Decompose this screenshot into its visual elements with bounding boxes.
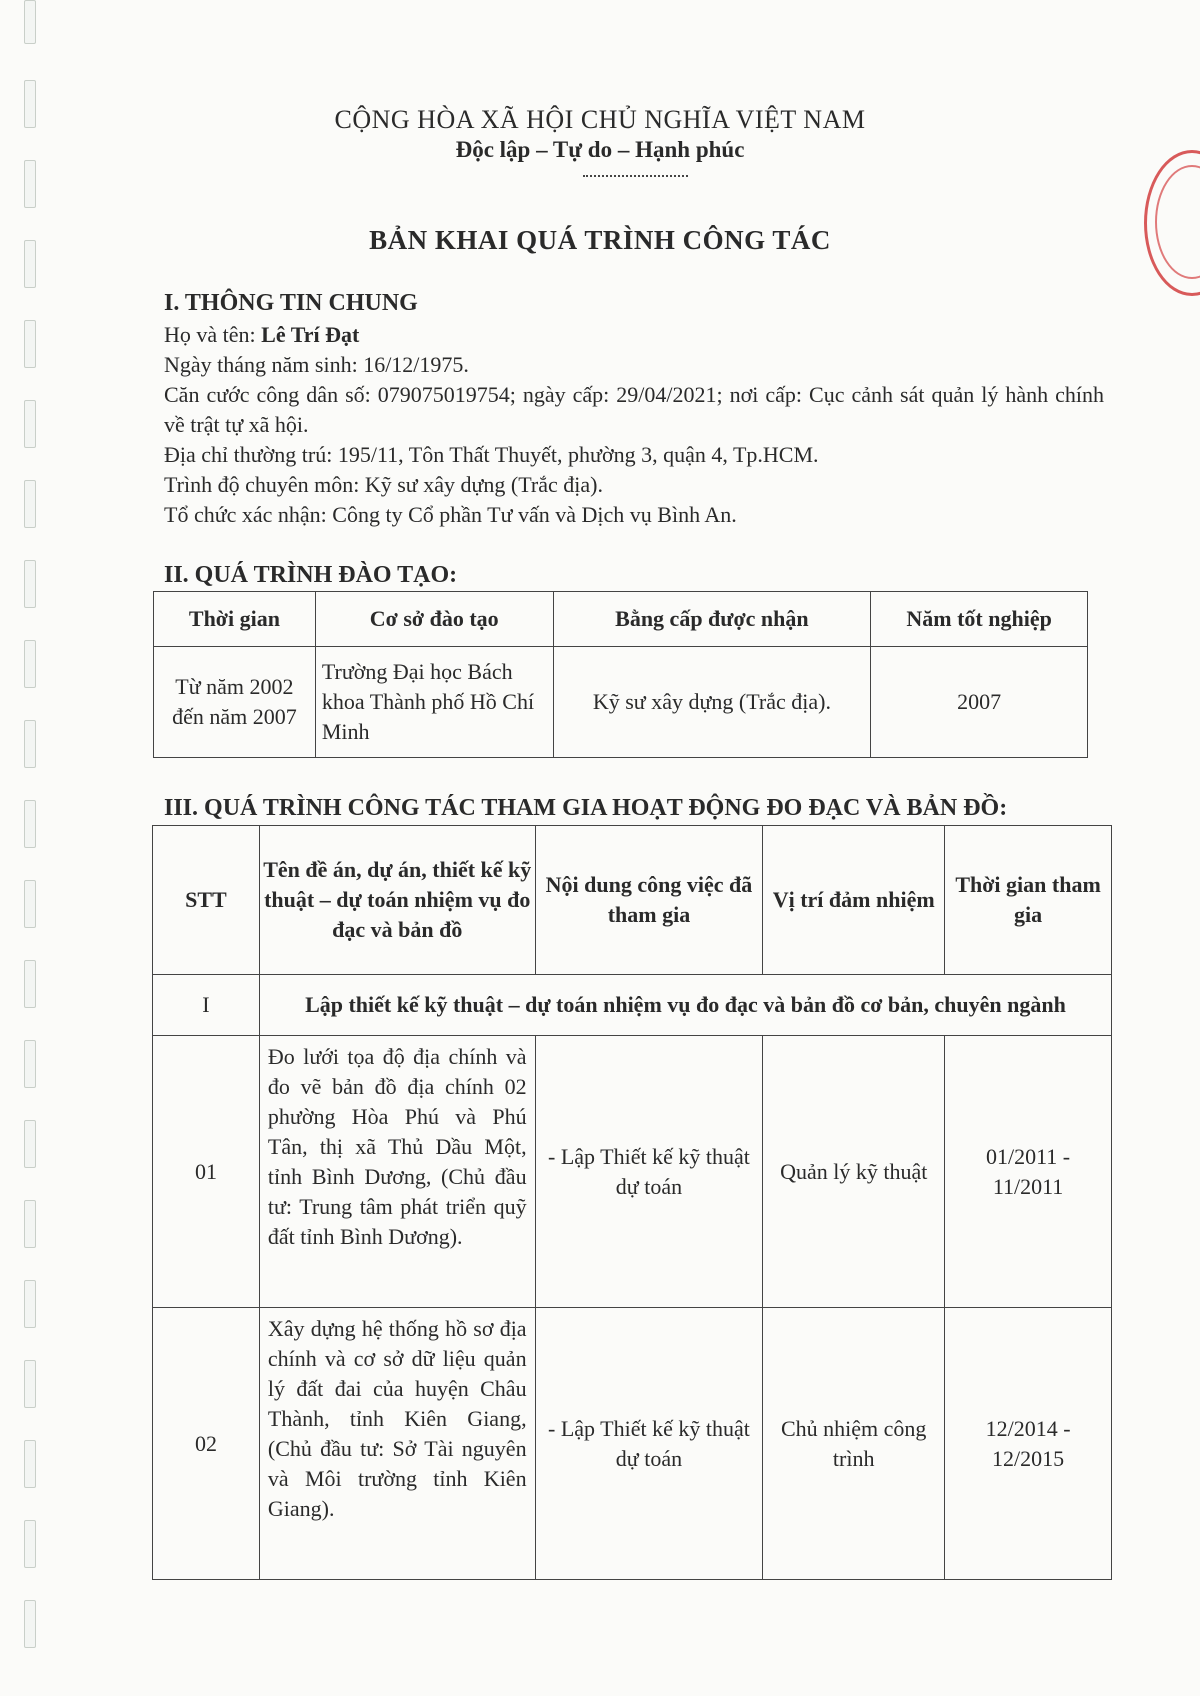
id-card-line: Căn cước công dân số: 079075019754; ngày cấp: 29/04/2021; nơi cấp: Cục cảnh sát quản lý hành chính về trật tự xã hội. — [164, 382, 1104, 437]
training-header-row — [154, 592, 1088, 647]
training-time: Từ năm 2002 đến năm 2007 — [154, 647, 316, 758]
qualification-line: Trình độ chuyên môn: Kỹ sư xây dựng (Trắc địa). — [164, 472, 603, 497]
nation-title: CỘNG HÒA XÃ HỘI CHỦ NGHĨA VIỆT NAM — [334, 105, 866, 134]
motto: Độc lập – Tự do – Hạnh phúc — [455, 137, 745, 162]
table-row — [154, 647, 1088, 758]
name-label: Họ và tên: — [164, 322, 262, 347]
section3-heading: III. QUÁ TRÌNH CÔNG TÁC THAM GIA HOẠT ĐỘNG ĐO ĐẠC VÀ BẢN ĐỒ: — [164, 795, 1008, 821]
row-period: 01/2011 - 11/2011 — [945, 1036, 1112, 1308]
row-task: - Lập Thiết kế kỹ thuật dự toán — [535, 1308, 763, 1580]
group-label: Lập thiết kế kỹ thuật – dự toán nhiệm vụ đo đạc và bản đồ cơ bản, chuyên ngành — [259, 975, 1111, 1036]
dob-line: Ngày tháng năm sinh: 16/12/1975. — [164, 352, 469, 377]
col-time: Thời gian — [154, 592, 316, 647]
row-period: 12/2014 - 12/2015 — [945, 1308, 1112, 1580]
row-role: Quản lý kỹ thuật — [763, 1036, 945, 1308]
training-degree: Kỹ sư xây dựng (Trắc địa). — [553, 647, 871, 758]
col-task: Nội dung công việc đã tham gia — [535, 826, 763, 975]
group-index: I — [153, 975, 260, 1036]
section2-heading: II. QUÁ TRÌNH ĐÀO TẠO: — [164, 562, 458, 588]
col-institution: Cơ sở đào tạo — [315, 592, 553, 647]
row-stt: 01 — [153, 1036, 260, 1308]
training-institution: Trường Đại học Bách khoa Thành phố Hồ Chí Minh — [315, 647, 553, 758]
table-row — [153, 1308, 1112, 1580]
document-title: BẢN KHAI QUÁ TRÌNH CÔNG TÁC — [369, 225, 831, 255]
col-role: Vị trí đảm nhiệm — [763, 826, 945, 975]
table-row — [153, 1036, 1112, 1308]
header-divider — [583, 175, 688, 177]
work-history-table — [152, 825, 1112, 1580]
organization-line: Tổ chức xác nhận: Công ty Cổ phần Tư vấn và Dịch vụ Bình An. — [164, 502, 737, 527]
red-seal-stamp — [1144, 150, 1200, 296]
row-project: Xây dựng hệ thống hồ sơ địa chính và cơ sở dữ liệu quản lý đất đai của huyện Châu Thành, tỉnh Kiên Giang, (Chủ đầu tư: Sở Tài nguyên và Môi trường tỉnh Kiên Giang). — [259, 1308, 535, 1580]
name-value: Lê Trí Đạt — [261, 322, 360, 347]
row-stt: 02 — [153, 1308, 260, 1580]
row-task: - Lập Thiết kế kỹ thuật dự toán — [535, 1036, 763, 1308]
col-grad-year: Năm tốt nghiệp — [871, 592, 1088, 647]
group-row — [153, 975, 1112, 1036]
training-table — [153, 591, 1088, 758]
training-year: 2007 — [871, 647, 1088, 758]
work-header-row — [153, 826, 1112, 975]
general-info — [164, 320, 1104, 530]
address-line: Địa chỉ thường trú: 195/11, Tôn Thất Thuyết, phường 3, quận 4, Tp.HCM. — [164, 442, 819, 467]
section1-heading: I. THÔNG TIN CHUNG — [164, 290, 418, 316]
col-stt: STT — [153, 826, 260, 975]
name-line — [164, 320, 1104, 350]
col-project: Tên đề án, dự án, thiết kế kỹ thuật – dự toán nhiệm vụ đo đạc và bản đồ — [259, 826, 535, 975]
col-degree: Bằng cấp được nhận — [553, 592, 871, 647]
col-period: Thời gian tham gia — [945, 826, 1112, 975]
row-project: Đo lưới tọa độ địa chính và đo vẽ bản đồ địa chính 02 phường Hòa Phú và Phú Tân, thị xã Thủ Dầu Một, tỉnh Bình Dương, (Chủ đầu tư: Trung tâm phát triển quỹ đất tỉnh Bình Dương). — [259, 1036, 535, 1308]
row-role: Chủ nhiệm công trình — [763, 1308, 945, 1580]
